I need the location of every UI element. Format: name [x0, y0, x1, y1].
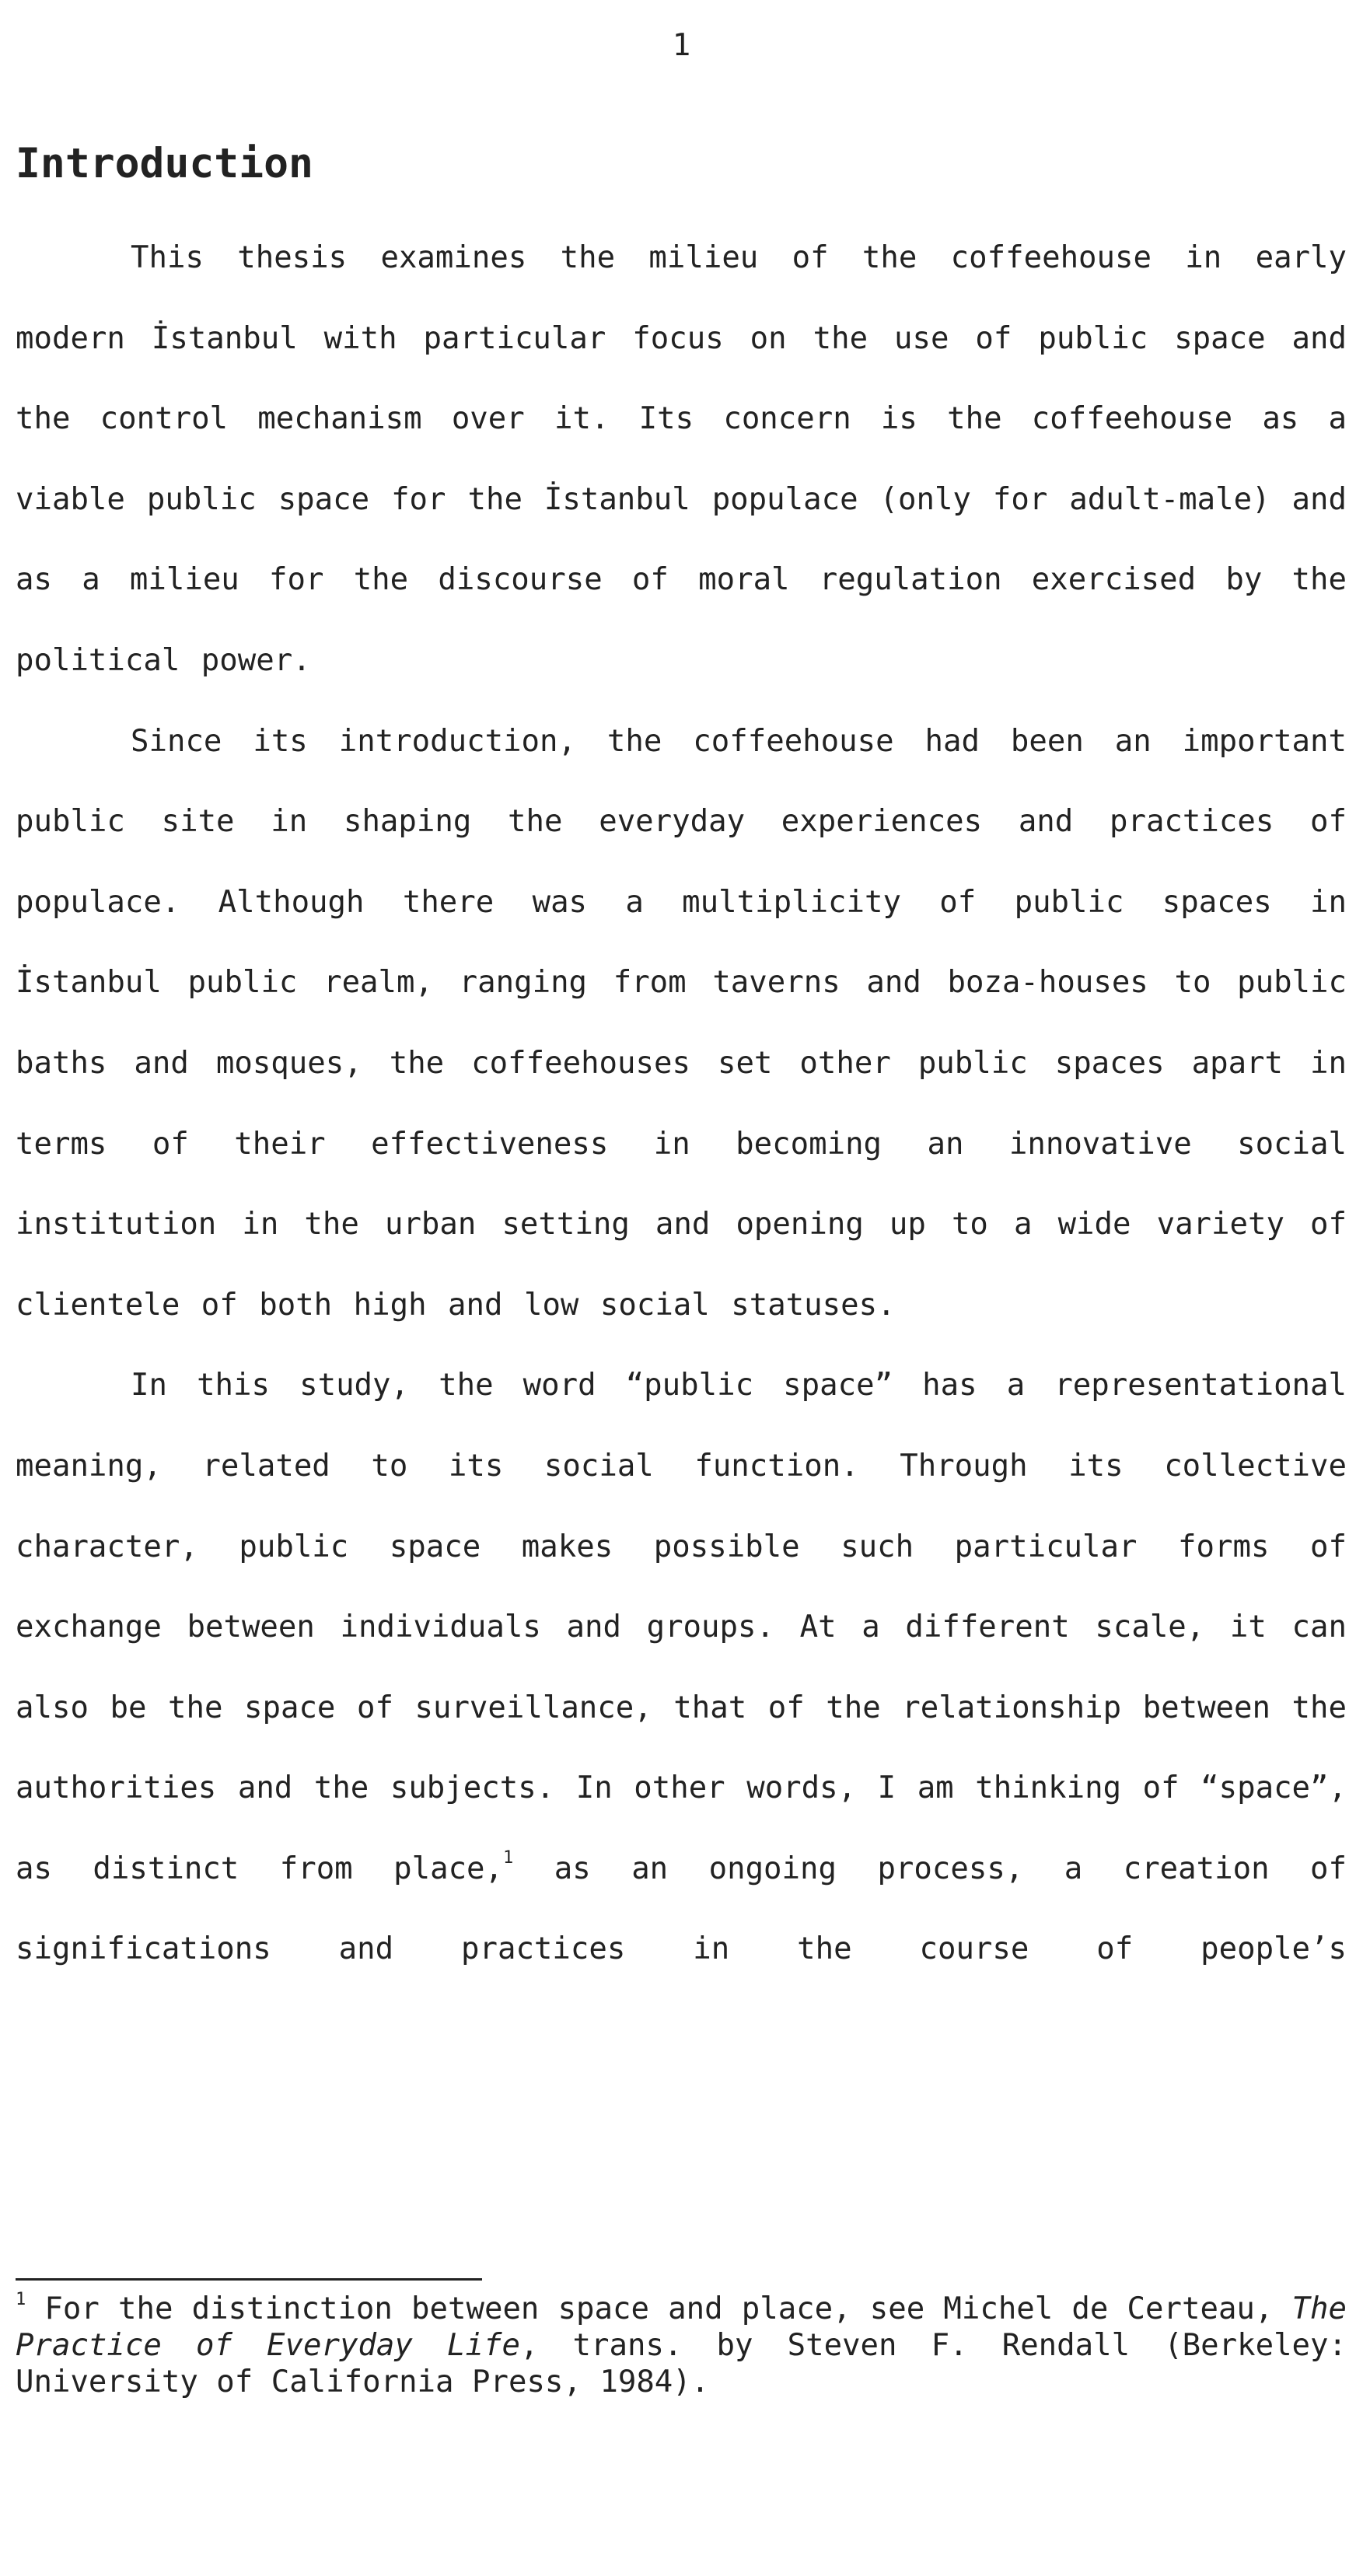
footnote [16, 2291, 1347, 2400]
paragraph-3-text-after-note: as an ongoing process, a creation of significations and practices in the course of people’s [16, 1851, 1347, 1967]
footnote-text-end: , trans. by Steven F. Rendall (Berkeley: University of California Press, 1984). [16, 2328, 1347, 2399]
section-heading: Introduction [16, 140, 313, 187]
paragraph-3-text-before-note: In this study, the word “public space” has a representational meaning, related to its social function. Through its collective character, public space makes possible such particular forms of exchange between individuals and groups. At a different scale, it can also be the space of surveillance, that of the relationship between the authorities and the subjects. In other words, I am thinking of “space”, as distinct from place, [16, 1368, 1347, 1886]
page-number: 1 [672, 28, 691, 63]
body-text [16, 218, 1347, 1990]
paragraph-2: Since its introduction, the coffeehouse had been an important public site in shaping the everyday experiences and practices of populace. Although there was a multiplicity of public spaces in İstanbul public realm, ranging from taverns and boza-houses to public baths and mosques, the coffeehouses set other public spaces apart in terms of their effectiveness in becoming an innovative social institution in the urban setting and opening up to a wide variety of clientele of both high and low social statuses. [16, 723, 1347, 1323]
footnote-separator [16, 2278, 482, 2281]
footnote-reference[interactable]: 1 [503, 1847, 514, 1868]
paragraph-3 [16, 1345, 1347, 1990]
footnote-book-title: The Practice of Everyday Life [16, 2291, 1347, 2363]
paragraph-1: This thesis examines the milieu of the coffeehouse in early modern İstanbul with particular focus on the use of public space and the control mechanism over it. Its concern is the coffeehouse as a viable public space for the İstanbul populace (only for adult-male) and as a milieu for the discourse of moral regulation exercised by the political power. [16, 240, 1347, 678]
footnote-text-start: For the distinction between space and place, see Michel de Certeau, [26, 2291, 1292, 2326]
footnote-marker: 1 [16, 2290, 26, 2309]
